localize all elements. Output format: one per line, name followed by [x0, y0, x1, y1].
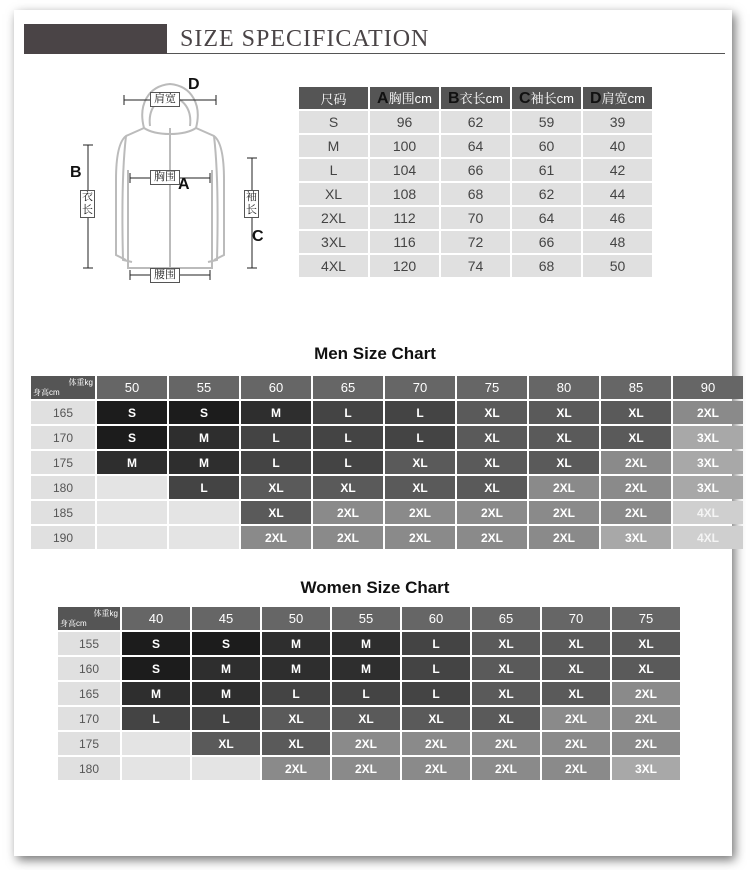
chart-row [58, 632, 680, 655]
size-cell: 4XL [673, 526, 743, 549]
size-cell: L [402, 657, 470, 680]
spec-cell: 108 [370, 183, 439, 205]
height-header-cell: 180 [31, 476, 95, 499]
size-cell: 2XL [402, 757, 470, 780]
spec-cell: 68 [441, 183, 510, 205]
size-cell: XL [241, 476, 311, 499]
spec-row [299, 159, 652, 181]
spec-cell: 112 [370, 207, 439, 229]
size-cell: L [402, 632, 470, 655]
size-cell: 3XL [673, 476, 743, 499]
letter-a: A [178, 176, 190, 193]
size-cell: M [192, 657, 260, 680]
size-cell [122, 757, 190, 780]
size-cell [122, 732, 190, 755]
spec-header-label: 胸围cm [388, 91, 432, 106]
size-cell: L [169, 476, 239, 499]
chest-tag: 胸围 [150, 170, 180, 185]
header-accent-bar [24, 24, 167, 54]
spec-cell: 42 [583, 159, 652, 181]
size-cell: L [332, 682, 400, 705]
size-cell: 2XL [385, 501, 455, 524]
spec-header-letter: D [590, 90, 602, 107]
chart-corner-cell [31, 376, 95, 399]
spec-cell: 116 [370, 231, 439, 253]
size-cell [97, 526, 167, 549]
height-header-cell: 175 [31, 451, 95, 474]
page-title: SIZE SPECIFICATION [180, 26, 430, 52]
spec-cell: 50 [583, 255, 652, 277]
size-cell: L [313, 426, 383, 449]
spec-cell: 64 [512, 207, 581, 229]
size-cell: XL [313, 476, 383, 499]
size-cell: M [332, 632, 400, 655]
weight-header-cell: 40 [122, 607, 190, 630]
size-cell: 2XL [385, 526, 455, 549]
letter-c: C [252, 228, 264, 245]
shoulder-width-tag: 肩宽 [150, 92, 180, 107]
spec-cell: 44 [583, 183, 652, 205]
height-header-cell: 170 [58, 707, 120, 730]
size-cell: XL [402, 707, 470, 730]
size-spec-table [297, 85, 654, 279]
spec-header-letter: A [377, 90, 389, 107]
chart-row [58, 682, 680, 705]
size-cell: XL [601, 426, 671, 449]
size-cell: 2XL [402, 732, 470, 755]
spec-cell: 62 [512, 183, 581, 205]
chart-row [58, 707, 680, 730]
size-cell: 2XL [529, 476, 599, 499]
spec-row [299, 135, 652, 157]
size-cell: XL [385, 451, 455, 474]
size-cell: M [192, 682, 260, 705]
men-size-chart [29, 374, 745, 551]
spec-cell: 60 [512, 135, 581, 157]
height-header-cell: 160 [58, 657, 120, 680]
women-chart-title: Women Size Chart [300, 578, 450, 597]
size-cell: XL [612, 657, 680, 680]
letter-b: B [70, 164, 82, 181]
size-cell: 3XL [601, 526, 671, 549]
size-cell: L [262, 682, 330, 705]
spec-header-cell [299, 87, 368, 109]
spec-header-letter: C [519, 90, 531, 107]
chart-row [31, 451, 743, 474]
size-cell: 2XL [542, 707, 610, 730]
spec-cell: 68 [512, 255, 581, 277]
weight-header-cell: 55 [169, 376, 239, 399]
height-header-cell: 170 [31, 426, 95, 449]
size-cell: XL [601, 401, 671, 424]
size-cell: 2XL [332, 757, 400, 780]
spec-header-cell [512, 87, 581, 109]
corner-height-label: 身高cm [33, 387, 60, 397]
spec-cell: L [299, 159, 368, 181]
spec-header-label: 衣长cm [459, 91, 503, 106]
chart-header-row [31, 376, 743, 399]
size-cell: XL [472, 707, 540, 730]
spec-header-cell [441, 87, 510, 109]
size-cell: M [169, 451, 239, 474]
size-cell: XL [472, 632, 540, 655]
size-cell: 2XL [612, 707, 680, 730]
chart-row [58, 657, 680, 680]
corner-weight-label: 体重kg [93, 608, 118, 618]
size-cell: L [241, 426, 311, 449]
size-cell: XL [192, 732, 260, 755]
weight-header-cell: 50 [97, 376, 167, 399]
spec-cell: 59 [512, 111, 581, 133]
chart-row [31, 426, 743, 449]
size-cell: XL [457, 476, 527, 499]
spec-cell: 2XL [299, 207, 368, 229]
size-cell: S [122, 632, 190, 655]
size-cell: XL [529, 401, 599, 424]
spec-cell: 48 [583, 231, 652, 253]
size-cell: XL [542, 657, 610, 680]
spec-cell: 61 [512, 159, 581, 181]
size-cell: 2XL [332, 732, 400, 755]
size-cell: L [192, 707, 260, 730]
size-cell [169, 526, 239, 549]
size-cell: L [402, 682, 470, 705]
height-header-cell: 155 [58, 632, 120, 655]
chart-row [31, 401, 743, 424]
corner-height-label: 身高cm [60, 618, 87, 628]
spec-cell: 66 [512, 231, 581, 253]
size-cell: XL [457, 426, 527, 449]
height-header-cell: 190 [31, 526, 95, 549]
spec-header-label: 尺码 [320, 91, 347, 107]
size-cell: 2XL [542, 757, 610, 780]
jacket-diagram [66, 70, 276, 290]
size-cell: XL [332, 707, 400, 730]
size-cell: XL [529, 426, 599, 449]
size-cell: 2XL [612, 732, 680, 755]
weight-header-cell: 65 [472, 607, 540, 630]
weight-header-cell: 70 [385, 376, 455, 399]
size-cell: L [241, 451, 311, 474]
spec-cell: 104 [370, 159, 439, 181]
spec-header-label: 袖长cm [530, 91, 574, 106]
size-cell: XL [542, 682, 610, 705]
spec-cell: 46 [583, 207, 652, 229]
height-header-cell: 185 [31, 501, 95, 524]
height-header-cell: 180 [58, 757, 120, 780]
size-cell: M [97, 451, 167, 474]
weight-header-cell: 75 [457, 376, 527, 399]
size-cell: 2XL [241, 526, 311, 549]
sleeve-length-tag: 袖长 [246, 191, 257, 216]
size-cell: 2XL [612, 682, 680, 705]
men-chart-title: Men Size Chart [314, 344, 436, 363]
spec-header-letter: B [448, 90, 460, 107]
spec-header-label: 肩宽cm [601, 91, 645, 106]
spec-cell: XL [299, 183, 368, 205]
size-cell: 2XL [601, 476, 671, 499]
size-cell: L [313, 401, 383, 424]
spec-cell: M [299, 135, 368, 157]
size-cell: 2XL [673, 401, 743, 424]
chart-corner-cell [58, 607, 120, 630]
spec-header-cell [370, 87, 439, 109]
size-cell: XL [612, 632, 680, 655]
size-cell: XL [472, 657, 540, 680]
weight-header-cell: 75 [612, 607, 680, 630]
size-cell: S [97, 426, 167, 449]
height-header-cell: 165 [58, 682, 120, 705]
size-cell: XL [385, 476, 455, 499]
hem-tag: 腰围 [150, 268, 180, 283]
size-cell: 2XL [542, 732, 610, 755]
size-cell: S [192, 632, 260, 655]
letter-d: D [188, 76, 200, 93]
weight-header-cell: 65 [313, 376, 383, 399]
size-cell: 2XL [601, 451, 671, 474]
height-header-cell: 165 [31, 401, 95, 424]
size-cell: XL [457, 451, 527, 474]
spec-cell: 64 [441, 135, 510, 157]
size-cell [169, 501, 239, 524]
weight-header-cell: 85 [601, 376, 671, 399]
spec-header-cell [583, 87, 652, 109]
chart-row [31, 526, 743, 549]
weight-header-cell: 80 [529, 376, 599, 399]
size-cell: M [262, 632, 330, 655]
spec-cell: 100 [370, 135, 439, 157]
spec-cell: 39 [583, 111, 652, 133]
spec-row [299, 255, 652, 277]
women-size-chart [56, 605, 682, 782]
spec-cell: 70 [441, 207, 510, 229]
weight-header-cell: 70 [542, 607, 610, 630]
weight-header-cell: 45 [192, 607, 260, 630]
size-cell: 2XL [457, 526, 527, 549]
size-cell: M [241, 401, 311, 424]
chart-header-row [58, 607, 680, 630]
chart-row [31, 501, 743, 524]
weight-header-cell: 60 [402, 607, 470, 630]
weight-header-cell: 90 [673, 376, 743, 399]
corner-weight-label: 体重kg [68, 377, 93, 387]
size-cell: 3XL [673, 451, 743, 474]
spec-cell: 40 [583, 135, 652, 157]
size-cell: 2XL [529, 501, 599, 524]
size-cell: M [122, 682, 190, 705]
size-cell: XL [529, 451, 599, 474]
spec-cell: 74 [441, 255, 510, 277]
size-cell: M [262, 657, 330, 680]
height-header-cell: 175 [58, 732, 120, 755]
size-cell: M [332, 657, 400, 680]
spec-row [299, 183, 652, 205]
spec-cell: 72 [441, 231, 510, 253]
chart-row [58, 732, 680, 755]
size-cell: XL [262, 707, 330, 730]
size-cell: XL [542, 632, 610, 655]
spec-cell: 3XL [299, 231, 368, 253]
size-cell [97, 476, 167, 499]
spec-cell: S [299, 111, 368, 133]
spec-cell: 96 [370, 111, 439, 133]
size-cell: L [313, 451, 383, 474]
weight-header-cell: 55 [332, 607, 400, 630]
chart-row [31, 476, 743, 499]
size-cell [97, 501, 167, 524]
size-cell: 3XL [612, 757, 680, 780]
spec-row [299, 207, 652, 229]
spec-header-row [299, 87, 652, 109]
size-cell: 2XL [472, 732, 540, 755]
size-cell: M [169, 426, 239, 449]
size-cell: 2XL [313, 526, 383, 549]
size-cell: 4XL [673, 501, 743, 524]
size-cell: XL [262, 732, 330, 755]
size-cell: XL [241, 501, 311, 524]
spec-cell: 62 [441, 111, 510, 133]
spec-row [299, 231, 652, 253]
size-cell: 3XL [673, 426, 743, 449]
size-cell: 2XL [262, 757, 330, 780]
size-cell [192, 757, 260, 780]
spec-cell: 120 [370, 255, 439, 277]
weight-header-cell: 60 [241, 376, 311, 399]
length-tag: 衣长 [82, 191, 93, 216]
spec-row [299, 111, 652, 133]
size-cell: L [385, 426, 455, 449]
size-cell: XL [457, 401, 527, 424]
size-cell: L [385, 401, 455, 424]
size-cell: S [169, 401, 239, 424]
size-cell: S [122, 657, 190, 680]
size-cell: L [122, 707, 190, 730]
spec-cell: 66 [441, 159, 510, 181]
weight-header-cell: 50 [262, 607, 330, 630]
size-cell: 2XL [457, 501, 527, 524]
size-cell: S [97, 401, 167, 424]
size-cell: 2XL [313, 501, 383, 524]
spec-cell: 4XL [299, 255, 368, 277]
size-cell: 2XL [601, 501, 671, 524]
chart-row [58, 757, 680, 780]
size-cell: 2XL [529, 526, 599, 549]
size-cell: 2XL [472, 757, 540, 780]
size-cell: XL [472, 682, 540, 705]
